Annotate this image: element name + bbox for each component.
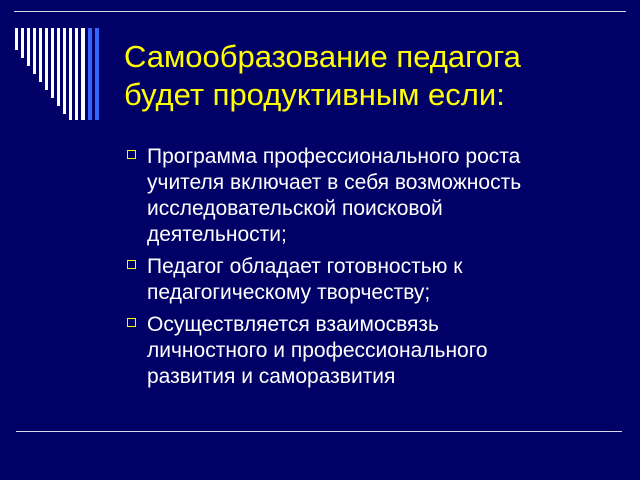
slide-title: Самообразование педагога будет продуктивным если:: [124, 39, 521, 112]
bullet-text: Осуществляется взаимосвязь личностного и профессионального развития и саморазвития: [147, 313, 488, 388]
stripe-8: [57, 28, 60, 106]
stripe-7: [51, 28, 54, 98]
bottom-rule-line: [16, 431, 622, 432]
bullet-text: Педагог обладает готовностью к педагогическому творчеству;: [147, 255, 463, 304]
stripe-4: [33, 28, 36, 74]
stripe-2: [21, 28, 24, 58]
bullet-text: Программа профессионального роста учителя включает в себя возможность исследовательской поисковой деятельности;: [147, 145, 522, 246]
stripe-14: [95, 28, 99, 120]
stripe-13: [88, 28, 92, 120]
stripe-1: [15, 28, 18, 50]
hollow-square-bullet-icon: [127, 150, 136, 159]
stripe-9: [63, 28, 66, 114]
stripe-3: [27, 28, 30, 66]
hollow-square-bullet-icon: [127, 318, 136, 327]
hollow-square-bullet-icon: [127, 260, 136, 269]
stripe-6: [45, 28, 48, 90]
vertical-stripes-decoration-icon: [0, 0, 110, 120]
stripe-11: [75, 28, 78, 120]
stripe-5: [39, 28, 42, 82]
bullet-list: [126, 144, 626, 396]
bullet-item: [126, 312, 626, 390]
stripe-12: [81, 28, 85, 120]
stripe-10: [69, 28, 72, 120]
bullet-item: [126, 254, 626, 306]
bullet-item: [126, 144, 626, 248]
